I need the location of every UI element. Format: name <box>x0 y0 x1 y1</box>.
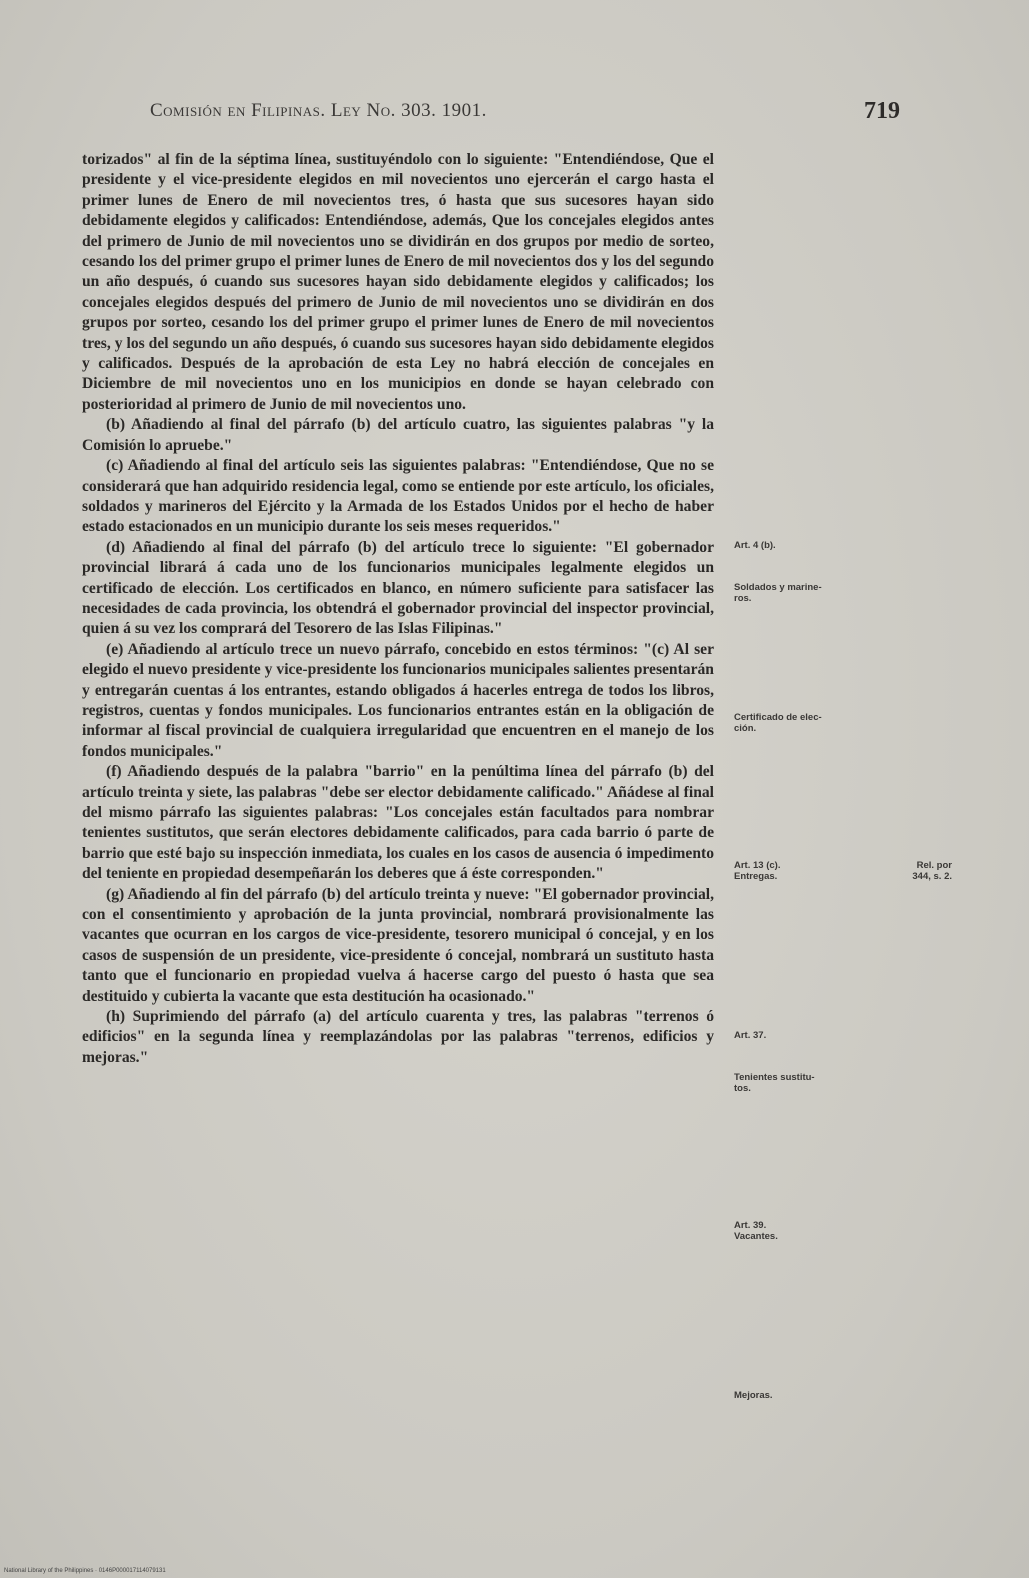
margin-note-certificado: Certificado de elec- ción. <box>734 712 822 734</box>
margin-note-art-39: Art. 39. Vacantes. <box>734 1220 778 1242</box>
paragraph-d: (d) Añadiendo al final del párrafo (b) del artículo trece lo siguiente: "El gobernador provincial librará á cada uno de los funcionarios municipales legalmente elegidos un certificado de elección. Los certificados en blanco, en número suficiente para satisfacer las necesidades de cada provincia, los obtendrá el gobernador provincial del inspector provincial, quien á su vez los comprará del Tesorero de las Islas Filipinas." <box>82 538 714 638</box>
margin-note-art-4b: Art. 4 (b). <box>734 540 776 551</box>
body-text <box>82 150 714 1068</box>
margin-note-mejoras: Mejoras. <box>734 1390 773 1401</box>
margin-note-art-37: Art. 37. <box>734 1030 767 1041</box>
paragraph-b: (b) Añadiendo al final del párrafo (b) del artículo cuatro, las siguientes palabras "y la Comisión lo apruebe." <box>82 416 714 454</box>
page-header <box>150 100 950 130</box>
paragraph-c: (c) Añadiendo al final del artículo seis las siguientes palabras: "Entendiéndose, Que no se considerará que han adquirido residencia legal, como se entiende por este artículo, los oficiales, soldados y marineros del Ejército y la Armada de los Estados Unidos por el hecho de haber estado estacionados en un municipio durante los seis meses requeridos." <box>82 457 714 536</box>
margin-note-art-13c: Art. 13 (c). Entregas. <box>734 860 781 882</box>
paragraph-continuation: torizados" al fin de la séptima línea, sustituyéndolo con lo siguiente: "Entendiéndose, Que el presidente y el vice-presidente elegidos en mil novecientos uno ejercerán el cargo hasta el primer lunes de Enero de mil novecientos tres, ó hasta que sus sucesores hayan sido debidamente elegidos y calificados: Entendiéndose, además, Que los concejales elegidos antes del primero de Junio de mil novecientos uno se dividirán en dos grupos por medio de sorteo, cesando los del primer grupo el primer lunes de Enero de mil novecientos dos y los del segundo un año después, ó cuando sus sucesores hayan sido debidamente elegidos y calificados; los concejales elegidos después del primero de Junio de mil novecientos uno se dividirán en dos grupos por sorteo, cesando los del primer grupo el primer lunes de Enero de mil novecientos tres, y los del segundo un año después, ó cuando sus sucesores hayan sido debidamente elegidos y calificados. Después de la aprobación de esta Ley no habrá elección de concejales en Diciembre de mil novecientos uno en los municipios en donde se hayan celebrado con posterioridad al primero de Junio de mil novecientos uno. <box>82 151 714 413</box>
paragraph-h: (h) Suprimiendo del párrafo (a) del artículo cuarenta y tres, las palabras "terrenos ó edificios" en la segunda línea y reemplazándolas por las palabras "terrenos, edificios y mejoras." <box>82 1008 714 1066</box>
margin-reference: Rel. por 344, s. 2. <box>912 860 952 882</box>
margin-note-soldados: Soldados y marine- ros. <box>734 582 822 604</box>
running-head: Comisión en Filipinas. Ley No. 303. 1901. <box>150 100 487 121</box>
page-number: 719 <box>864 98 900 124</box>
paragraph-e: (e) Añadiendo al artículo trece un nuevo párrafo, concebido en estos términos: "(c) Al ser elegido el nuevo presidente y vice-presidente los funcionarios municipales salientes presentarán y entregarán cuentas á los entrantes, estando obligados á hacerles entrega de todos los libros, registros, cuentas y fondos municipales. Los funcionarios entrantes están en la obligación de informar al fiscal provincial de cualquiera irregularidad que encuentren en el manejo de los fondos municipales." <box>82 640 714 760</box>
paragraph-g: (g) Añadiendo al fin del párrafo (b) del artículo treinta y nueve: "El gobernador provincial, con el consentimiento y aprobación de la junta provincial, nombrará provisionalmente las vacantes que ocurran en los cargos de vice-presidente, tesorero municipal ó concejal, y en los casos de suspensión de un presidente, vice-presidente ó concejal, nombrará un sustituto hasta tanto que el funcionario en propiedad vuelva á hacerse cargo del puesto ó hasta que sea destituido y cubierta la vacante que esta destitución ha ocasionado." <box>82 885 714 1005</box>
margin-note-tenientes: Tenientes sustitu- tos. <box>734 1072 815 1094</box>
paragraph-f: (f) Añadiendo después de la palabra "barrio" en la penúltima línea del párrafo (b) del artículo treinta y siete, las palabras "debe ser elector debidamente calificado." Añádese al final del mismo párrafo las siguientes palabras: "Los concejales están facultados para nombrar tenientes sustitutos, que serán electores debidamente calificados, para cada barrio ó parte de barrio que esté bajo su inspección inmediata, los cuales en los casos de ausencia ó impedimento del teniente en propiedad desempeñarán los deberes que á éste corresponden." <box>82 763 714 883</box>
footer-credit: National Library of the Philippines · 0146P000017114079131 <box>4 1568 166 1574</box>
